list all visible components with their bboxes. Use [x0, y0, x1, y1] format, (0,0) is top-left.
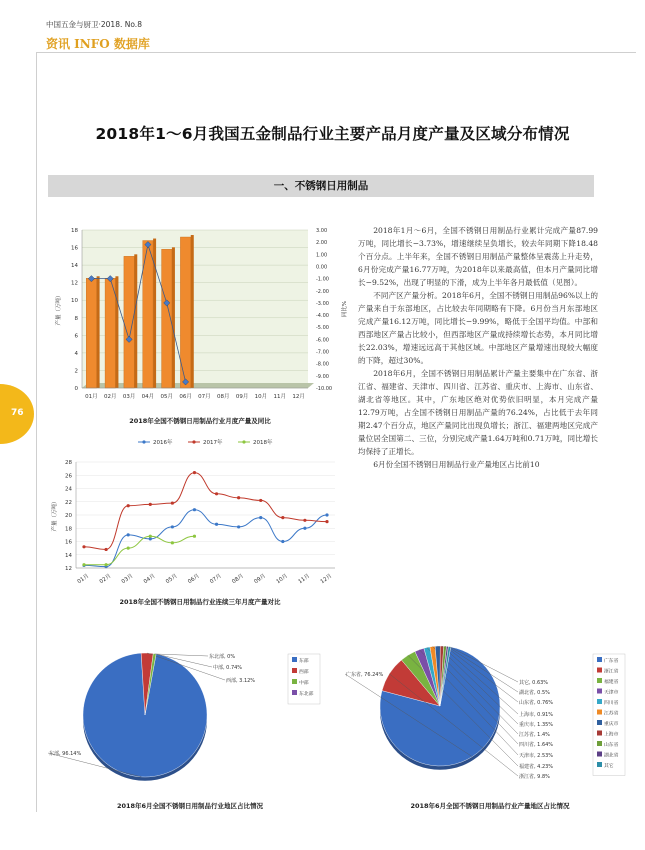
series-point — [325, 513, 328, 516]
x-tick-label: 02月 — [104, 394, 117, 400]
series-point — [259, 499, 262, 502]
legend-label: 东部 — [299, 659, 309, 664]
legend-swatch — [597, 699, 602, 704]
x-tick-label: 04月 — [141, 394, 155, 400]
legend-marker — [142, 440, 145, 443]
y-tick-label: 16 — [65, 539, 72, 546]
legend-label: 上海市 — [604, 732, 619, 738]
x-tick-label: 11月 — [297, 573, 312, 586]
y2-tick-label: -2.00 — [316, 288, 329, 295]
y-tick-label: 4 — [74, 350, 78, 357]
slice-label: 山东省, 0.76% — [519, 700, 554, 706]
legend-swatch — [597, 657, 602, 662]
y-tick-label: 6 — [74, 333, 78, 340]
legend-label: 2018年 — [253, 440, 273, 446]
series-point — [259, 516, 262, 519]
y-tick-label: 28 — [65, 460, 72, 466]
y2-tick-label: -7.00 — [316, 349, 329, 356]
chart4-caption: 2018年6月全国不锈钢日用制品行业产量地区占比情况 — [410, 802, 570, 810]
series-point — [281, 540, 284, 543]
y-tick-label: 14 — [65, 552, 72, 559]
slice-label: 重庆市, 1.35% — [519, 722, 554, 728]
series-point — [193, 535, 196, 538]
y-tick-label: 18 — [65, 526, 72, 533]
legend-label: 四川省 — [604, 701, 619, 706]
slice-label: 中部, 0.74% — [213, 665, 243, 671]
y2-tick-label: 3.00 — [316, 228, 328, 234]
y2-tick-label: -5.00 — [316, 325, 329, 332]
x-tick-label: 08月 — [217, 394, 230, 400]
y-axis-label: 产量（万吨） — [56, 292, 62, 326]
x-tick-label: 07月 — [198, 394, 211, 400]
slice-label: 四川省, 1.64% — [519, 742, 554, 748]
x-tick-label: 06月 — [187, 573, 201, 586]
section-banner: 一、不锈钢日用制品 — [48, 175, 594, 197]
slice-label: 其它, 0.63% — [519, 680, 549, 686]
series-point — [215, 492, 218, 495]
body-text — [358, 224, 598, 471]
legend-swatch — [292, 679, 297, 684]
y-tick-label: 2 — [74, 368, 78, 375]
paragraph-2: 不同产区产量分析。2018年6月，全国不锈钢日用制品96%以上的产量来自于东部地区，占比较去年同期略有下降。6月份当月东部地区完成产量16.12万吨，同比增长−9.99%，略低于全国平均值。中部和西部地区产量占比较小，但西部地区产量成持续增长态势，本月同比增长22.03%，增速远远高于其他区域。中部地区产量增速出现较大幅度的下降，超过30%。 — [358, 291, 598, 365]
paragraph-1: 2018年1月～6月，全国不锈钢日用制品行业累计完成产量87.99万吨，同比增长−3.73%，增速继续呈负增长，较去年同期下降18.48个百分点。上半年来，全国不锈钢日用制品产量整体呈震荡上升走势，6月份完成产量16.77万吨，为2018年以来最高值，但本月产量同比增长−9.52%，出现了明显的下滑，成为上半年各月最低值（见图）。 — [358, 226, 598, 287]
y-axis-label: 产量（万吨） — [52, 498, 58, 532]
legend-swatch — [597, 689, 602, 694]
y-tick-label: 18 — [71, 228, 78, 234]
legend-swatch — [597, 752, 602, 757]
y-tick-label: 22 — [65, 499, 72, 506]
x-tick-label: 09月 — [253, 573, 267, 586]
x-tick-label: 12月 — [319, 573, 334, 586]
series-point — [237, 496, 240, 499]
y2-tick-label: -1.00 — [316, 276, 329, 283]
legend-label: 浙江省 — [604, 669, 619, 675]
series-line — [84, 536, 194, 564]
series-point — [303, 527, 306, 530]
legend-swatch — [597, 762, 602, 767]
y2-tick-label: 1.00 — [316, 252, 328, 259]
chart1-caption: 2018年全国不锈钢日用制品行业月度产量及同比 — [129, 417, 271, 425]
chart3-caption: 2018年6月全国不锈钢日用制品行业地区占比情况 — [116, 802, 264, 810]
series-point — [303, 519, 306, 522]
series-point — [104, 563, 107, 566]
slice-label: 福建省, 4.23% — [519, 764, 554, 770]
legend-label: 2017年 — [203, 440, 223, 446]
series-point — [193, 508, 196, 511]
x-tick-label: 03月 — [122, 394, 136, 400]
y2-tick-label: -9.00 — [316, 373, 329, 380]
legend-label: 湖北省 — [604, 753, 619, 759]
series-point — [237, 525, 240, 528]
bar-side — [172, 247, 175, 388]
bar-side — [115, 276, 118, 388]
series-point — [193, 471, 196, 474]
bar-side — [97, 276, 100, 388]
header-divider — [36, 52, 636, 53]
chart2-caption: 2018年全国不锈钢日用制品行业连续三年月度产量对比 — [119, 598, 281, 606]
bar-side — [134, 254, 137, 388]
slice-label: 浙江省, 9.8% — [519, 774, 550, 780]
slice-label: 上海市, 0.91% — [519, 712, 554, 718]
series-point — [281, 516, 284, 519]
legend-swatch — [597, 710, 602, 715]
slice-label: 西部, 3.12% — [226, 678, 256, 684]
series-point — [171, 525, 174, 528]
series-point — [149, 535, 152, 538]
x-tick-label: 01月 — [76, 573, 91, 586]
province-share-pie — [340, 640, 640, 810]
legend-swatch — [292, 690, 297, 695]
y-tick-label: 24 — [65, 486, 72, 493]
monthly-output-chart — [50, 220, 350, 425]
paragraph-4: 6月份全国不锈钢日用制品行业产量地区占比前10 — [373, 460, 540, 469]
legend-swatch — [597, 678, 602, 683]
y2-tick-label: -3.00 — [316, 300, 329, 307]
x-tick-label: 02月 — [98, 573, 113, 586]
x-tick-label: 09月 — [235, 394, 249, 400]
y-tick-label: 16 — [71, 245, 78, 252]
y2-axis-label: 同比% — [342, 300, 348, 318]
three-year-comparison-chart — [50, 432, 350, 607]
legend-label: 2016年 — [153, 440, 173, 446]
y-tick-label: 20 — [65, 513, 72, 519]
legend-label: 其它 — [604, 764, 614, 769]
legend-label: 东北部 — [299, 692, 314, 697]
page-number: 76 — [11, 408, 24, 418]
y2-tick-label: -10.00 — [316, 386, 333, 392]
legend-swatch — [597, 731, 602, 736]
x-tick-label: 10月 — [254, 394, 268, 400]
y-tick-label: 8 — [74, 315, 78, 322]
legend-label: 中部 — [299, 681, 309, 686]
legend-label: 西部 — [299, 670, 309, 675]
series-point — [325, 520, 328, 523]
legend-label: 福建省 — [604, 680, 619, 685]
y2-tick-label: 2.00 — [316, 240, 328, 247]
journal-name: 中国五金与厨卫·2018. No.8 — [46, 20, 142, 29]
series-point — [149, 503, 152, 506]
x-tick-label: 10月 — [275, 573, 290, 586]
y-tick-label: 10 — [71, 298, 78, 305]
x-tick-label: 08月 — [231, 573, 245, 586]
x-tick-label: 07月 — [209, 573, 223, 586]
x-tick-label: 11月 — [273, 394, 286, 400]
y-tick-label: 12 — [71, 280, 78, 287]
x-tick-label: 05月 — [160, 394, 173, 400]
series-point — [82, 563, 85, 566]
bar-side — [191, 235, 194, 388]
x-tick-label: 06月 — [179, 394, 192, 400]
y-tick-label: 12 — [65, 566, 72, 572]
legend-marker — [192, 440, 195, 443]
x-tick-label: 04月 — [142, 573, 157, 586]
series-point — [127, 504, 130, 507]
y-tick-label: 14 — [71, 263, 78, 270]
region-share-pie — [40, 640, 340, 810]
legend-swatch — [597, 741, 602, 746]
slice-label: 天津市, 2.53% — [519, 753, 554, 759]
bar — [86, 278, 96, 388]
x-tick-label: 01月 — [85, 394, 98, 400]
slice-label: 湖北省, 0.5% — [519, 690, 550, 696]
legend-swatch — [292, 657, 297, 662]
y2-tick-label: 0.00 — [316, 264, 328, 271]
series-point — [104, 548, 107, 551]
legend-swatch — [597, 720, 602, 725]
series-point — [127, 547, 130, 550]
slice-label: 广东省, 76.24% — [346, 672, 384, 678]
y2-tick-label: -8.00 — [316, 361, 329, 368]
legend-label: 广东省 — [604, 659, 619, 664]
slice-label: 东北部, 0% — [209, 654, 236, 660]
section-label: 资讯 INFO 数据库 — [46, 37, 150, 51]
page-number-tab — [0, 384, 46, 444]
x-tick-label: 05月 — [164, 573, 179, 586]
y2-tick-label: -6.00 — [316, 337, 329, 344]
legend-swatch — [292, 668, 297, 673]
y2-tick-label: -4.00 — [316, 313, 329, 320]
series-point — [127, 533, 130, 536]
slice-label: 东部, 96.14% — [49, 751, 82, 757]
series-point — [215, 523, 218, 526]
series-point — [82, 545, 85, 548]
bar — [105, 278, 115, 388]
legend-label: 山东省 — [604, 743, 619, 748]
legend-label: 江苏省 — [604, 711, 619, 717]
legend-marker — [242, 440, 245, 443]
article-title: 2018年1～6月我国五金制品行业主要产品月度产量及区域分布情况 — [95, 125, 570, 143]
y-tick-label: 26 — [65, 473, 72, 480]
paragraph-3: 2018年6月，全国不锈钢日用制品累计产量主要集中在广东省、浙江省、福建省、天津市、四川省、江苏省、重庆市、上海市、山东省、湖北省等地区。其中，广东地区绝对优势依旧明显，本月完成产量12.79万吨，占全国不锈钢日用制品产量的76.24%，占比低于去年同期2.47个百分点，地区产量同比出现负增长；浙江、福建两地区完成产量位居全国第二、三位，分别完成产量1.64万吨和0.71万吨，同比增长均保持了正增长。 — [358, 369, 598, 456]
x-tick-label: 12月 — [292, 394, 305, 400]
x-tick-label: 03月 — [120, 573, 135, 586]
legend-swatch — [597, 668, 602, 673]
legend-label: 重庆市 — [604, 722, 619, 727]
legend-label: 天津市 — [604, 690, 619, 696]
y-tick-label: 0 — [74, 386, 78, 392]
series-point — [171, 501, 174, 504]
slice-label: 江苏省, 1.4% — [519, 732, 550, 738]
series-point — [171, 541, 174, 544]
